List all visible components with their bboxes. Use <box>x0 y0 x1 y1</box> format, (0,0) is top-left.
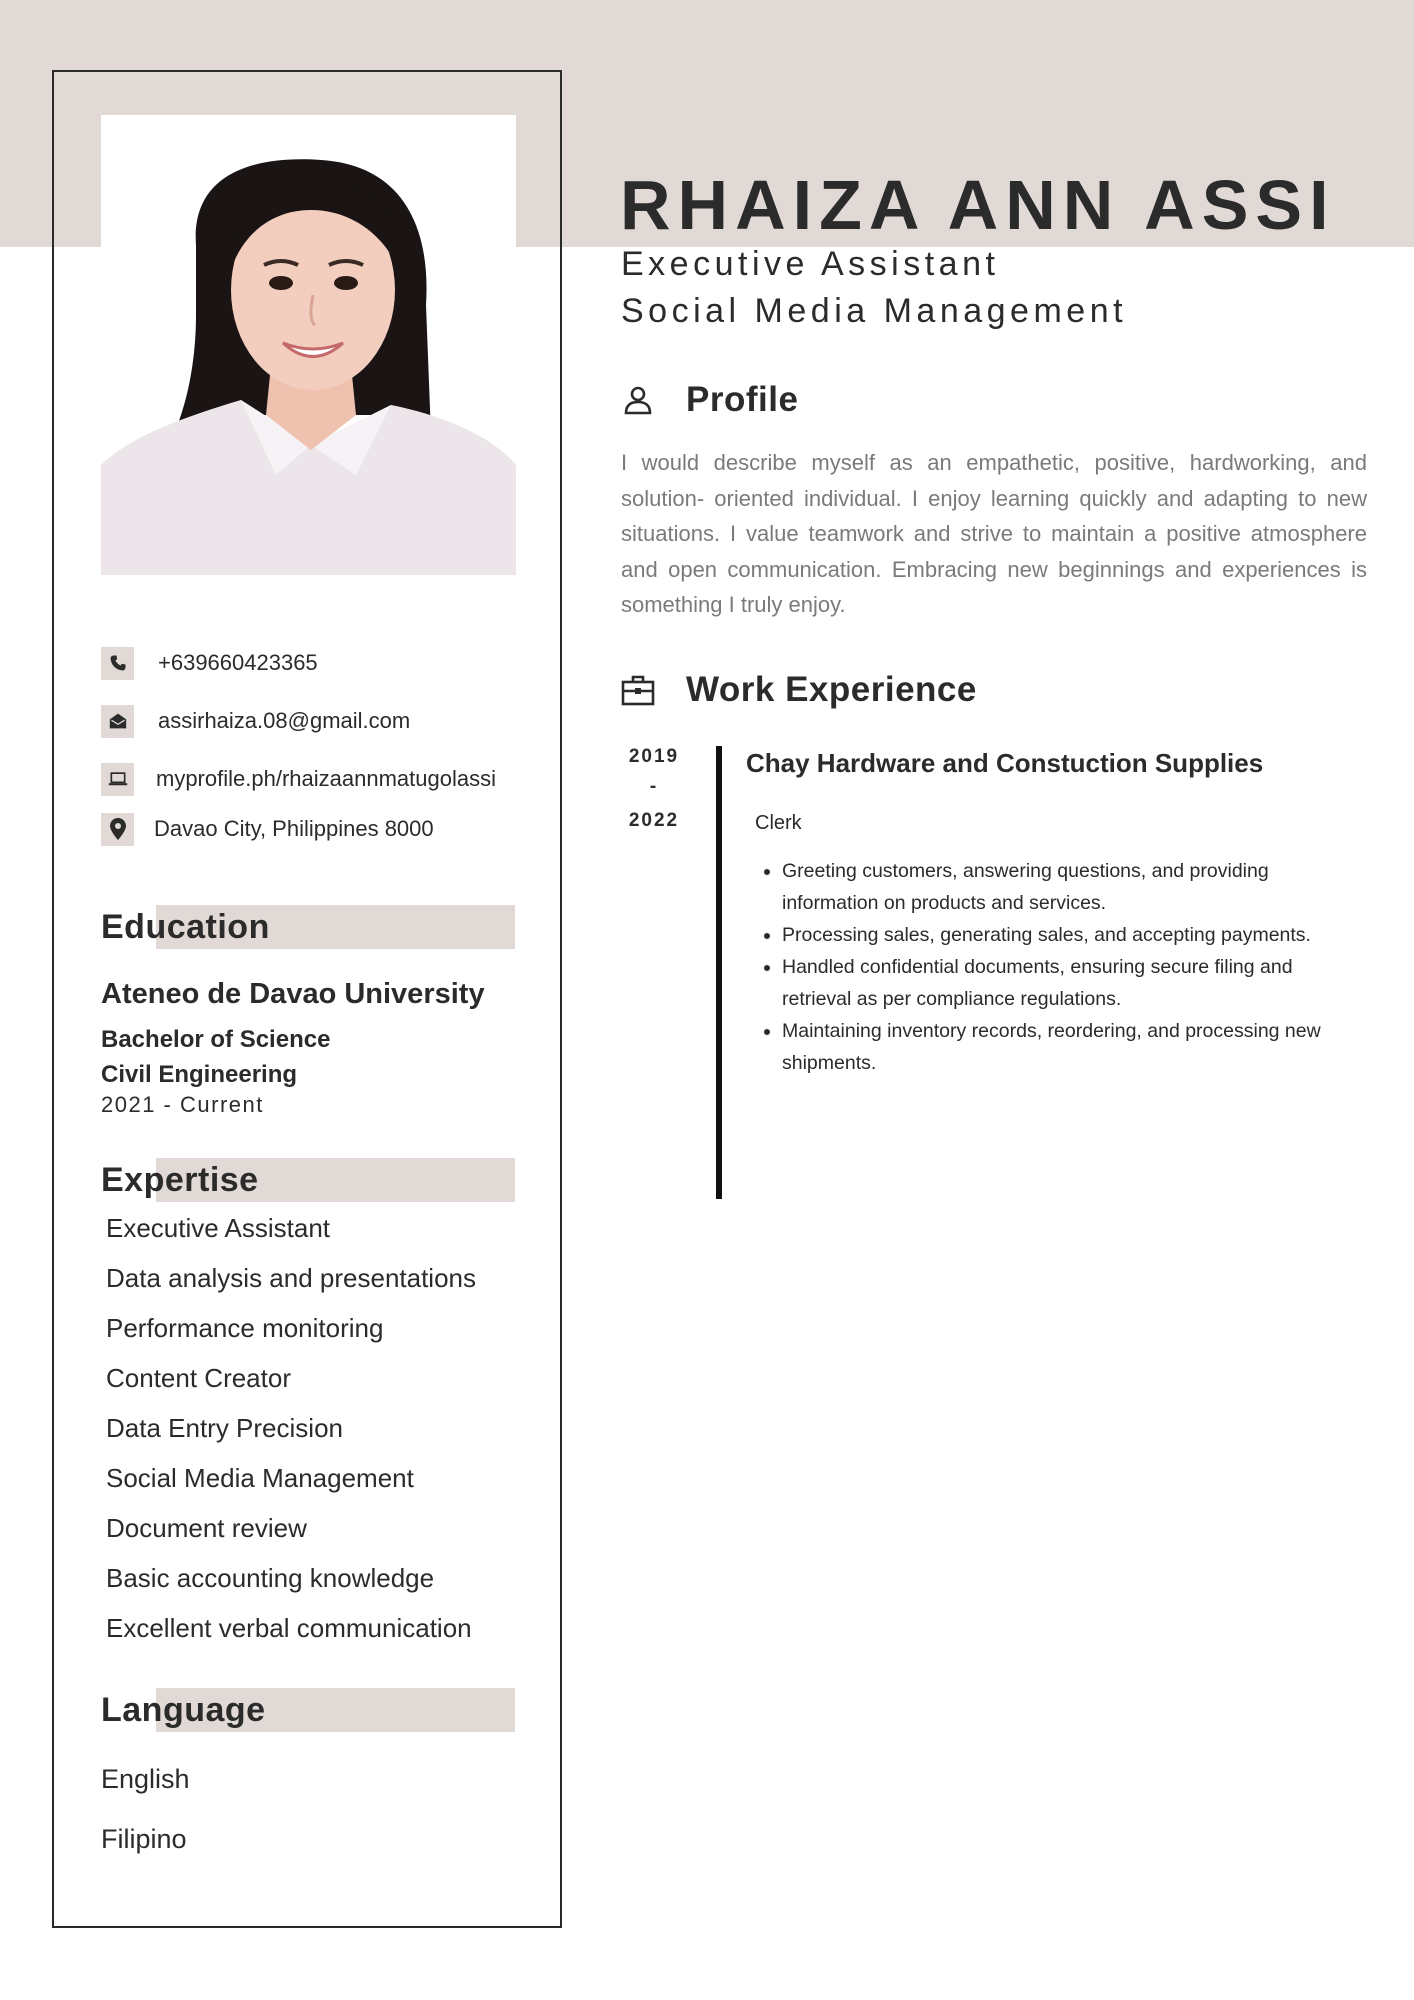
expertise-heading <box>101 1158 515 1202</box>
major: Civil Engineering <box>101 1061 298 1088</box>
profile-heading <box>620 377 798 423</box>
duty-item: • Maintaining inventory records, reordering, and processing new shipments. <box>782 1015 1322 1079</box>
job-duties <box>755 855 1322 1079</box>
duty-item: • Processing sales, generating sales, and accepting payments. <box>782 919 1322 951</box>
skill-item: Executive Assistant <box>106 1213 330 1243</box>
skill-item: Social Media Management <box>106 1463 414 1493</box>
phone-number: +639660423365 <box>158 650 318 675</box>
job-title-2: Social Media Management <box>621 292 1128 330</box>
skill-item: Content Creator <box>106 1363 291 1393</box>
skill-item: Data Entry Precision <box>106 1413 343 1443</box>
briefcase-icon <box>620 672 656 708</box>
profile-photo <box>101 115 516 575</box>
email-link[interactable]: assirhaiza.08@gmail.com <box>158 708 411 733</box>
skill-item: Basic accounting knowledge <box>106 1563 435 1593</box>
work-heading <box>620 667 977 713</box>
profile-title: Profile <box>686 380 799 419</box>
profile-summary: I would describe myself as an empathetic, positive, hardworking, and solution- oriented individual. I enjoy learning quickly and adapting to new situations. I value teamwork and strive to maintain a positive atmosphere and open communication. Embracing new beginnings and experiences is something I truly enjoy. <box>621 450 1367 617</box>
job-date-separator: - <box>649 776 659 797</box>
skill-item: Data analysis and presentations <box>106 1263 477 1293</box>
person-icon <box>620 382 656 418</box>
contact-website <box>101 762 496 796</box>
education-dates: 2021 - Current <box>101 1092 264 1117</box>
education-heading <box>101 905 515 949</box>
education-title: Education <box>101 908 270 946</box>
language-heading <box>101 1688 515 1732</box>
work-title: Work Experience <box>686 670 977 709</box>
language-title: Language <box>101 1691 266 1729</box>
full-name: RHAIZA ANN ASSI <box>620 166 1336 244</box>
website-link[interactable]: myprofile.ph/rhaizaannmatugolassi <box>156 766 496 791</box>
duty-item: • Greeting customers, answering questions, and providing information on products and services. <box>782 855 1322 919</box>
location-pin-icon <box>101 813 134 846</box>
job-role: Clerk <box>755 812 802 834</box>
skill-item: Performance monitoring <box>106 1313 384 1343</box>
skill-item: Excellent verbal communication <box>106 1613 472 1643</box>
language-item: English <box>101 1764 190 1794</box>
expertise-title: Expertise <box>101 1161 259 1199</box>
job-title-1: Executive Assistant <box>621 245 1000 283</box>
job-start-year: 2019 <box>628 746 680 767</box>
duty-item: • Handled confidential documents, ensuring secure filing and retrieval as per compliance regulations. <box>782 951 1322 1015</box>
contact-address <box>101 812 434 846</box>
laptop-icon <box>101 763 134 796</box>
job-end-year: 2022 <box>628 810 680 831</box>
contact-email <box>101 704 410 738</box>
school-name: Ateneo de Davao University <box>101 978 485 1010</box>
timeline-bar <box>716 746 722 1199</box>
address-text: Davao City, Philippines 8000 <box>154 816 434 841</box>
degree: Bachelor of Science <box>101 1026 331 1053</box>
skill-item: Document review <box>106 1513 307 1543</box>
contact-phone <box>101 646 318 680</box>
phone-icon <box>101 647 134 680</box>
language-item: Filipino <box>101 1824 187 1854</box>
company-name: Chay Hardware and Constuction Supplies <box>746 748 1264 778</box>
envelope-icon <box>101 705 134 738</box>
